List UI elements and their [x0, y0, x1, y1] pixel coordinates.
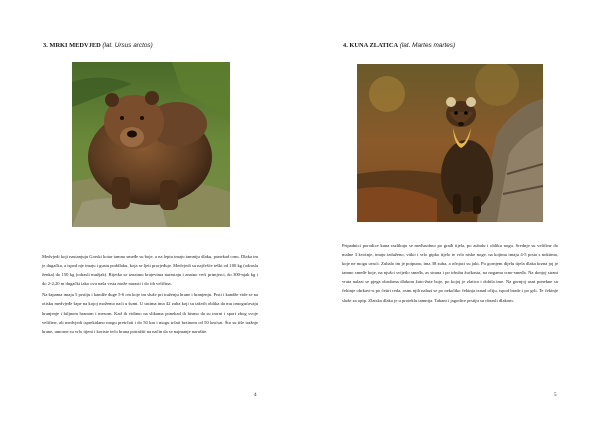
heading-title: MRKI MEDVJED — [49, 42, 101, 49]
heading-number: 4. — [343, 42, 348, 49]
bear-illustration — [72, 62, 230, 227]
bear-paragraph-1: Medvjedi koji nastanjuju Gorski kotar tamno smeđe su boje, a na leptu imaju tamniju dlaku, ponekad crnu. Dlaka im je dugačka, a ispod nje imaju i gustu poddlaku, koja se ljeti prorjeđuje. Medvjedi su najčešće teški od 100 kg (odrasla ženka) do 150 kg (odrasli mužjak). Rijetko se izuzimu krajevima narastaju i znatno veći primjerci, do 300-njak kg i do 2-2,20 m dugački iako ova naša vrsta može narasti i do tih veličina. — [42, 254, 258, 287]
right-page — [300, 0, 600, 424]
heading-latin-name: (lat. Martes martes) — [399, 42, 456, 49]
heading-latin-name: (lat. Ursus arctos) — [102, 42, 153, 49]
section-heading-bear — [43, 42, 153, 49]
marten-text-body — [342, 241, 558, 307]
pine-marten-photo — [357, 64, 543, 222]
brown-bear-photo — [72, 62, 230, 227]
page-number-left: 4 — [254, 392, 257, 398]
bear-paragraph-2: Na šapama imaju 5 prstiju i kandže duge 5-6 cm koje im služe pri traženju hrane i hranjenju. Prsti i kandže vide se na otisku medvjeđe šape na kojoj možemo naći u šumi. U ustima ima 42 zuba koji su takvih oblika da mu omogućavaju hranjenje i biljnom hranom i mesom. Kad ih vidimo na slikama ponekad ih bismo da su trorni i spori zbog svoje veličine, ali medvjedi isprekidano mogu pretrčati i do 50 km i mogu trčati brzinom od 50 km/sat. Što su tiše tražnje hrane, umorne su vrlo tijeni i koriste tečo brana potražiti na način da se najmanje narušite. — [42, 292, 258, 334]
heading-number: 3. — [43, 42, 48, 49]
marten-illustration — [357, 64, 543, 222]
heading-title: KUNA ZLATICA — [349, 42, 399, 49]
marten-paragraph-1: Pripadnici porodice kuna razlikuju se međusobno po građi tijela, po zubalu i obliku nogu. Srednje su veličine do malne 3 kvotnje, imaju izduženo, vitko i vrlo gipko tijelo te vrlo niske noge, na kojima imaju 4-5 prsta s noktima, koje ne mogu uvući. Zubalo im je potpuno, ima 38 zuba, a očnjaci su jaki. Po gornjem dijelu tijela dlaka krzna joj je tamno smeđe boje, na njušci svijetlo smeđa, as strana i po trbuhu žućkasta, na nogama crno-smeđa. Na donjoj strani vrata nalazi se pjega obrubrna dlakom žuto-žute boje, po kojoj je zlatica i dobila ime. Na gornjoj usni ponekne su čekinje obrkavi-u po četiri reda, osim njih nalazi se po nekoliko čekinja iznad očiju, ispod brade i po grli. Te čekinje služe za opip. Zlatska dlaka je u proteklu tamnija. Tabani i jagodice prstiju su obrasli dlakom. — [342, 243, 558, 303]
section-heading-marten — [343, 42, 455, 49]
page-number-right: 5 — [554, 392, 557, 398]
bear-text-body — [42, 252, 258, 338]
